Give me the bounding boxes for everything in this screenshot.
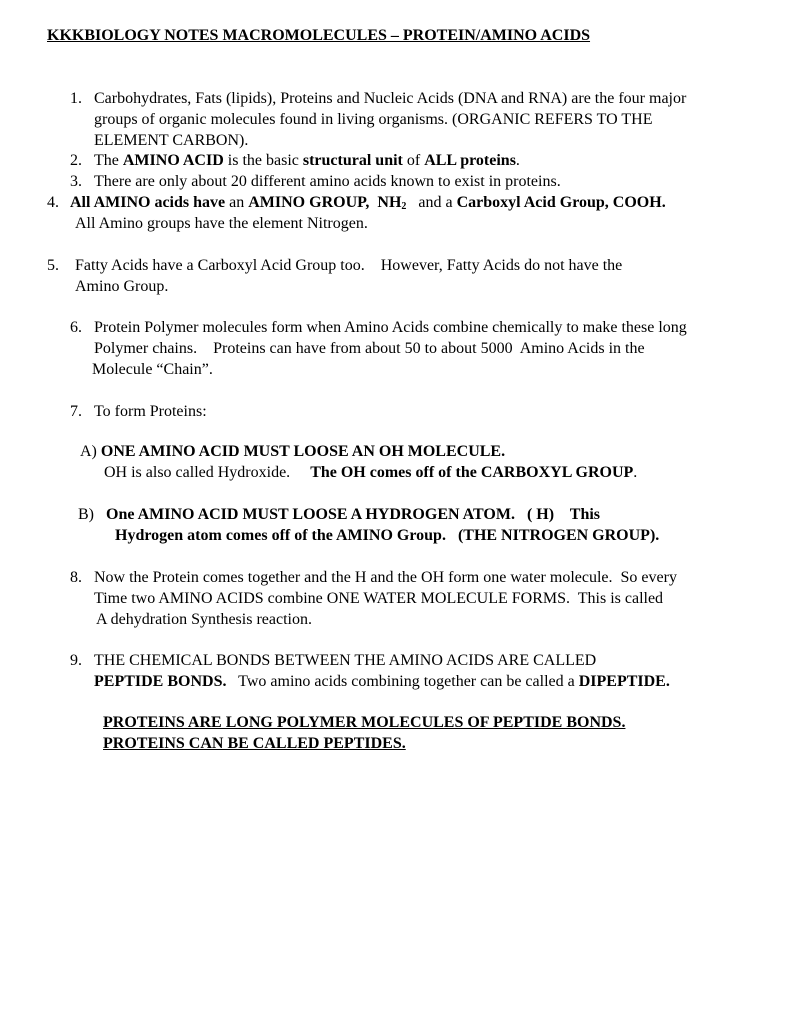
bold-text: ONE AMINO ACID MUST LOOSE AN OH MOLECULE.	[100, 443, 506, 460]
item-text-line	[94, 150, 520, 171]
item-text-line: THE CHEMICAL BONDS BETWEEN THE AMINO ACIDS ARE CALLED	[94, 652, 597, 669]
subscript: 2	[401, 201, 407, 212]
text: OH is also called Hydroxide.	[104, 464, 311, 481]
item-text-line: groups of organic molecules found in living organisms. (ORGANIC REFERS TO THE	[94, 111, 653, 128]
item-text-line: There are only about 20 different amino acids known to exist in proteins.	[94, 173, 561, 190]
item-text-line	[94, 671, 670, 692]
bold-text: AMINO ACID	[122, 152, 224, 169]
bold-text: structural unit	[302, 152, 403, 169]
item-text-line: Polymer chains. Proteins can have from about 50 to about 5000 Amino Acids in the	[94, 340, 645, 357]
bold-text: PEPTIDE BONDS.	[94, 673, 227, 690]
item-text-line: To form Proteins:	[94, 403, 207, 420]
text: .	[633, 464, 638, 481]
item-number: 2.	[70, 152, 82, 169]
item-number: 7.	[70, 403, 82, 420]
bold-text: All AMINO acids have	[70, 194, 226, 211]
step-heading	[78, 504, 600, 525]
bold-text: The OH comes off of the CARBOXYL GROUP	[310, 464, 634, 481]
item-text-line: Time two AMINO ACIDS combine ONE WATER MOLECULE FORMS. This is called	[94, 590, 664, 607]
bold-text: One AMINO ACID MUST LOOSE A HYDROGEN ATOM. ( H) This	[106, 506, 601, 523]
text: an	[225, 194, 249, 211]
bold-text: Carboxyl Acid Group, COOH.	[456, 194, 666, 211]
summary-line: PROTEINS ARE LONG POLYMER MOLECULES OF PEPTIDE BONDS.	[103, 714, 626, 731]
step-text-line	[104, 462, 637, 483]
step-label: A)	[80, 443, 101, 460]
step-text-line: Hydrogen atom comes off of the AMINO Group. (THE NITROGEN GROUP).	[115, 527, 660, 544]
item-number: 8.	[70, 569, 82, 586]
item-text-line: Fatty Acids have a Carboxyl Acid Group too. However, Fatty Acids do not have the	[75, 257, 623, 274]
item-text-line: Molecule “Chain”.	[92, 361, 213, 378]
page-title: KKKBIOLOGY NOTES MACROMOLECULES – PROTEIN/AMINO ACIDS	[47, 27, 591, 44]
item-text-line: Carbohydrates, Fats (lipids), Proteins and Nucleic Acids (DNA and RNA) are the four major	[94, 90, 687, 107]
item-text-line: Protein Polymer molecules form when Amino Acids combine chemically to make these long	[94, 319, 687, 336]
underline-leader	[47, 733, 103, 754]
text: The	[94, 152, 123, 169]
summary-line	[47, 733, 406, 754]
text: and a	[406, 194, 457, 211]
item-text-line: Amino Group.	[75, 278, 169, 295]
summary-text: PROTEINS CAN BE CALLED PEPTIDES.	[103, 735, 406, 752]
text: of	[402, 152, 425, 169]
text: Two amino acids combining together can be called a	[226, 673, 579, 690]
item-number: 1.	[70, 90, 82, 107]
bold-text: AMINO GROUP, NH	[248, 194, 402, 211]
item-text-line	[70, 192, 666, 213]
item-number: 9.	[70, 652, 82, 669]
bold-text: ALL proteins	[424, 152, 516, 169]
bold-text: DIPEPTIDE.	[578, 673, 670, 690]
item-text-line: ELEMENT CARBON).	[94, 132, 249, 149]
item-text-line: A dehydration Synthesis reaction.	[96, 611, 312, 628]
item-text-line: Now the Protein comes together and the H and the OH form one water molecule. So every	[94, 569, 677, 586]
item-text-line: All Amino groups have the element Nitrogen.	[75, 215, 368, 232]
item-number: 3.	[70, 173, 82, 190]
text: .	[515, 152, 520, 169]
step-heading	[80, 441, 505, 462]
step-label: B)	[78, 506, 106, 523]
text: is the basic	[223, 152, 303, 169]
item-number: 4.	[47, 194, 59, 211]
item-number: 6.	[70, 319, 82, 336]
item-number: 5.	[47, 257, 59, 274]
